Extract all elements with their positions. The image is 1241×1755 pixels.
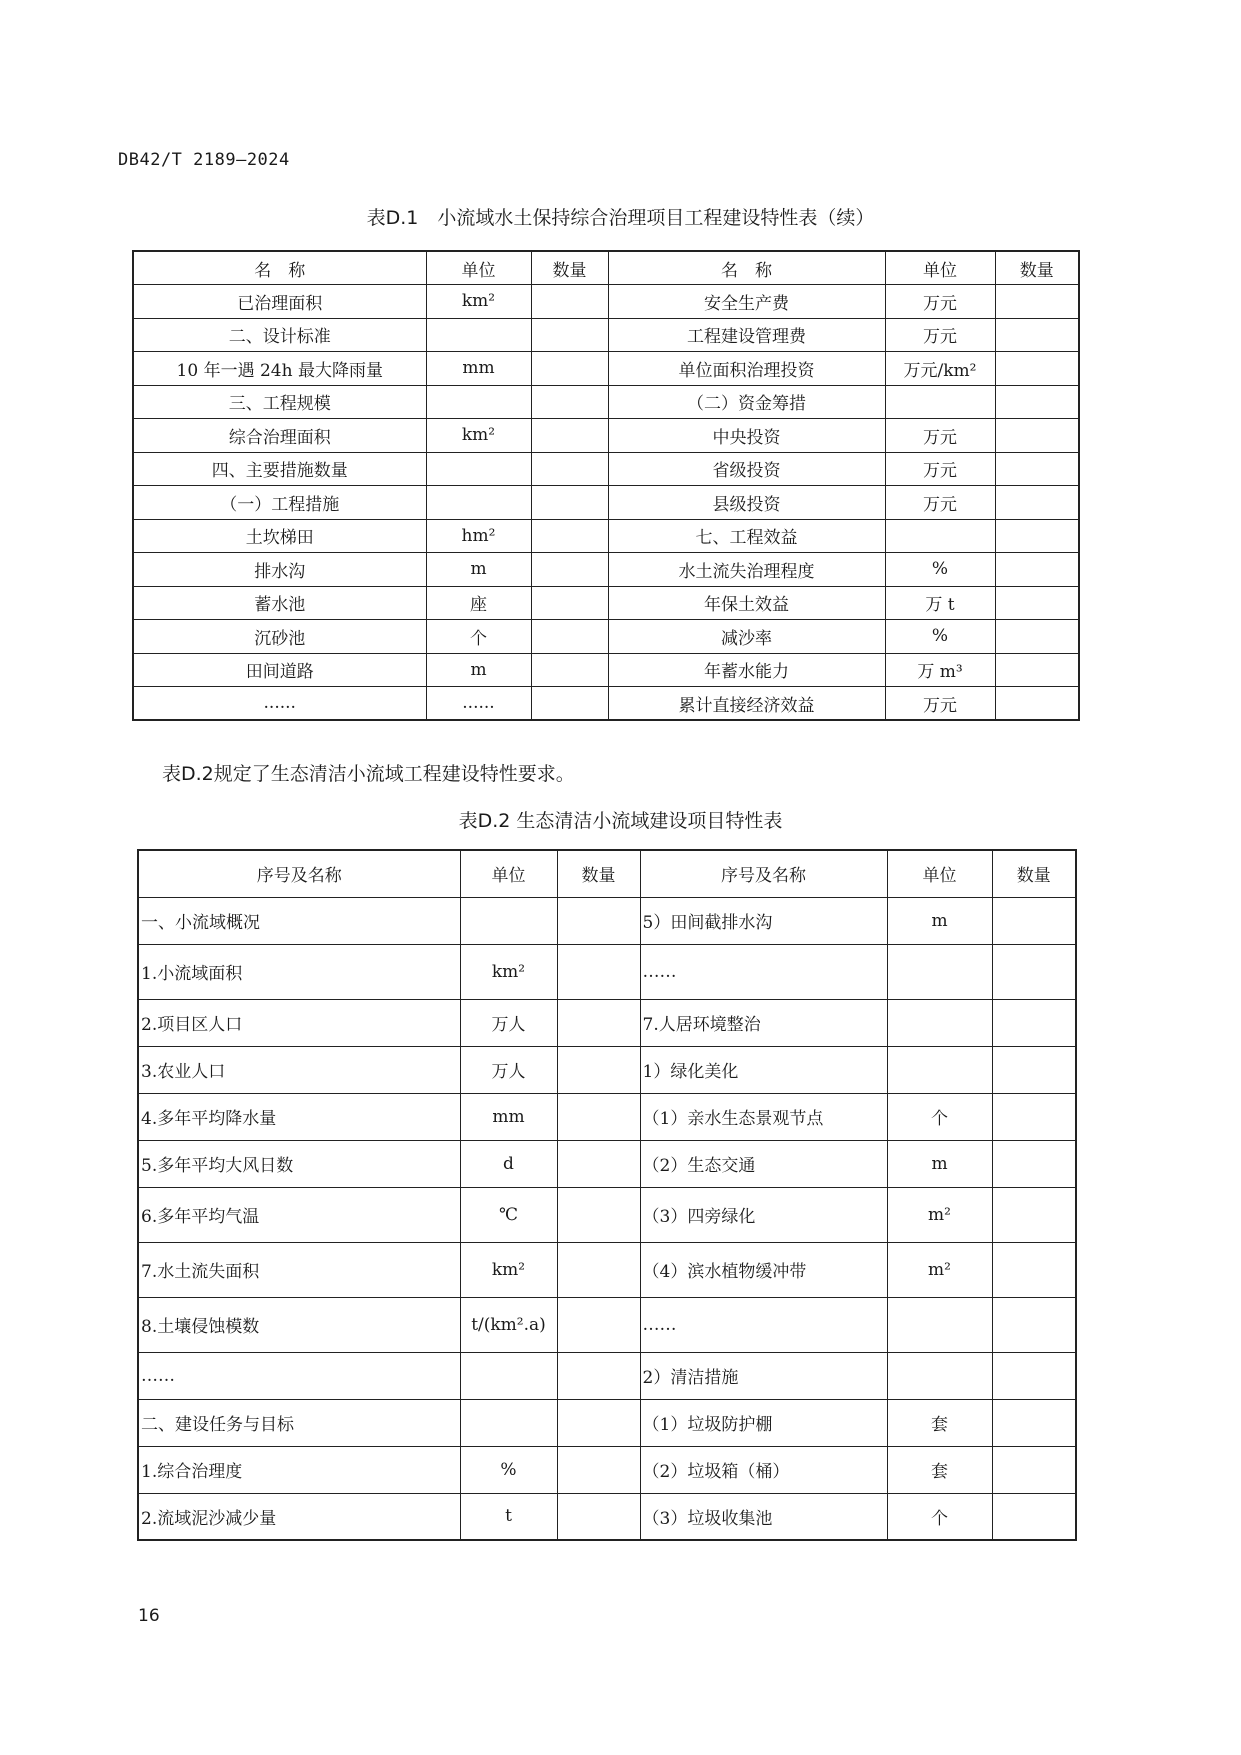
cell-unit-left: 个: [426, 620, 531, 654]
cell-qty-left: [531, 419, 608, 453]
cell-name-right: （2）垃圾箱（桶）: [640, 1446, 887, 1493]
header-unit-left: 单位: [426, 251, 531, 285]
cell-qty-left: [557, 1352, 640, 1399]
cell-qty-right: [992, 1352, 1076, 1399]
table-row: [138, 1187, 1076, 1242]
table-header-row: [138, 850, 1076, 897]
cell-qty-left: [557, 999, 640, 1046]
cell-qty-left: [557, 1187, 640, 1242]
cell-unit-right: 万 m³: [885, 653, 995, 687]
cell-qty-left: [531, 318, 608, 352]
table-row: [138, 1242, 1076, 1297]
header-unit-left: 单位: [460, 850, 557, 897]
cell-unit-left: t: [460, 1493, 557, 1540]
cell-name-left: 10 年一遇 24h 最大降雨量: [133, 352, 426, 386]
table-d1-body: [133, 285, 1079, 721]
cell-qty-left: [531, 519, 608, 553]
cell-qty-left: [531, 586, 608, 620]
cell-qty-left: [557, 1399, 640, 1446]
cell-name-right: 七、工程效益: [608, 519, 885, 553]
cell-qty-right: [992, 1046, 1076, 1093]
cell-unit-right: m²: [887, 1242, 992, 1297]
cell-name-left: 1.综合治理度: [138, 1446, 460, 1493]
header-name-left: 序号及名称: [138, 850, 460, 897]
header-unit-right: 单位: [887, 850, 992, 897]
cell-qty-right: [992, 1140, 1076, 1187]
cell-name-left: 综合治理面积: [133, 419, 426, 453]
table-row: [133, 553, 1079, 587]
cell-name-right: 中央投资: [608, 419, 885, 453]
cell-name-right: 安全生产费: [608, 285, 885, 319]
cell-qty-right: [995, 452, 1079, 486]
cell-name-left: 7.水土流失面积: [138, 1242, 460, 1297]
cell-name-left: 8.土壤侵蚀模数: [138, 1297, 460, 1352]
cell-name-left: 4.多年平均降水量: [138, 1093, 460, 1140]
cell-unit-right: [887, 999, 992, 1046]
cell-qty-left: [557, 1446, 640, 1493]
table-row: [133, 352, 1079, 386]
cell-name-left: 3.农业人口: [138, 1046, 460, 1093]
table-row: [138, 944, 1076, 999]
cell-qty-right: [995, 318, 1079, 352]
cell-qty-right: [995, 620, 1079, 654]
cell-qty-left: [557, 1046, 640, 1093]
cell-qty-right: [995, 519, 1079, 553]
table-row: [133, 620, 1079, 654]
table-d1: [132, 250, 1080, 721]
cell-qty-left: [531, 486, 608, 520]
table-row: [133, 486, 1079, 520]
cell-name-left: 二、建设任务与目标: [138, 1399, 460, 1446]
cell-name-right: 年蓄水能力: [608, 653, 885, 687]
table-row: [133, 653, 1079, 687]
cell-qty-left: [557, 1242, 640, 1297]
cell-unit-right: [887, 1046, 992, 1093]
cell-unit-left: %: [460, 1446, 557, 1493]
cell-unit-left: [426, 385, 531, 419]
cell-unit-right: 套: [887, 1446, 992, 1493]
cell-name-right: 年保土效益: [608, 586, 885, 620]
table-row: [133, 285, 1079, 319]
table-row: [133, 385, 1079, 419]
table-row: [138, 999, 1076, 1046]
cell-name-left: 田间道路: [133, 653, 426, 687]
cell-qty-right: [995, 285, 1079, 319]
cell-unit-left: [460, 897, 557, 944]
cell-name-right: 省级投资: [608, 452, 885, 486]
cell-unit-right: 万元: [885, 419, 995, 453]
cell-name-right: 5）田间截排水沟: [640, 897, 887, 944]
cell-name-left: 6.多年平均气温: [138, 1187, 460, 1242]
cell-qty-right: [995, 586, 1079, 620]
cell-unit-right: [887, 944, 992, 999]
cell-qty-right: [995, 653, 1079, 687]
cell-unit-left: 万人: [460, 1046, 557, 1093]
table-row: [133, 318, 1079, 352]
cell-unit-left: mm: [426, 352, 531, 386]
cell-qty-left: [531, 285, 608, 319]
cell-name-left: 排水沟: [133, 553, 426, 587]
cell-qty-right: [992, 944, 1076, 999]
header-qty-left: 数量: [531, 251, 608, 285]
header-qty-left: 数量: [557, 850, 640, 897]
table-row: [138, 1493, 1076, 1540]
cell-name-left: 四、主要措施数量: [133, 452, 426, 486]
cell-unit-left: [460, 1352, 557, 1399]
cell-unit-left: m: [426, 553, 531, 587]
cell-unit-right: m²: [887, 1187, 992, 1242]
cell-unit-right: 万元: [885, 285, 995, 319]
cell-name-right: （1）垃圾防护棚: [640, 1399, 887, 1446]
cell-unit-left: t/(km².a): [460, 1297, 557, 1352]
table-header-row: [133, 251, 1079, 285]
cell-qty-left: [531, 687, 608, 721]
table-d1-caption: 表D.1 小流域水土保持综合治理项目工程建设特性表（续）: [366, 207, 875, 229]
cell-qty-left: [531, 352, 608, 386]
cell-name-right: （3）四旁绿化: [640, 1187, 887, 1242]
cell-qty-right: [992, 1187, 1076, 1242]
table-row: [133, 452, 1079, 486]
cell-name-right: （3）垃圾收集池: [640, 1493, 887, 1540]
cell-name-right: （二）资金筹措: [608, 385, 885, 419]
cell-unit-right: [887, 1352, 992, 1399]
cell-name-right: 7.人居环境整治: [640, 999, 887, 1046]
cell-qty-left: [557, 1093, 640, 1140]
cell-unit-left: ......: [426, 687, 531, 721]
cell-name-left: 土坎梯田: [133, 519, 426, 553]
cell-unit-left: m: [426, 653, 531, 687]
cell-unit-left: [426, 452, 531, 486]
cell-unit-right: m: [887, 1140, 992, 1187]
cell-unit-left: [426, 318, 531, 352]
cell-qty-right: [992, 1399, 1076, 1446]
cell-name-right: 累计直接经济效益: [608, 687, 885, 721]
cell-unit-right: 万元/km²: [885, 352, 995, 386]
cell-unit-right: 个: [887, 1093, 992, 1140]
cell-name-right: 单位面积治理投资: [608, 352, 885, 386]
cell-qty-right: [995, 687, 1079, 721]
cell-unit-left: 万人: [460, 999, 557, 1046]
cell-qty-right: [992, 1446, 1076, 1493]
cell-name-left: 沉砂池: [133, 620, 426, 654]
header-name-right: 序号及名称: [640, 850, 887, 897]
cell-name-left: 二、设计标准: [133, 318, 426, 352]
cell-unit-left: hm²: [426, 519, 531, 553]
cell-unit-right: 万元: [885, 318, 995, 352]
cell-qty-left: [557, 1493, 640, 1540]
cell-unit-left: mm: [460, 1093, 557, 1140]
cell-unit-right: 套: [887, 1399, 992, 1446]
table-row: [138, 1140, 1076, 1187]
cell-unit-right: [887, 1297, 992, 1352]
cell-qty-left: [557, 944, 640, 999]
cell-unit-left: d: [460, 1140, 557, 1187]
cell-qty-left: [531, 385, 608, 419]
cell-unit-right: [885, 519, 995, 553]
cell-name-left: 一、小流域概况: [138, 897, 460, 944]
cell-name-left: 三、工程规模: [133, 385, 426, 419]
cell-qty-right: [992, 1093, 1076, 1140]
cell-unit-left: [460, 1399, 557, 1446]
header-unit-right: 单位: [885, 251, 995, 285]
cell-name-right: 工程建设管理费: [608, 318, 885, 352]
cell-name-right: 县级投资: [608, 486, 885, 520]
cell-unit-left: ℃: [460, 1187, 557, 1242]
table-row: [138, 1399, 1076, 1446]
header-qty-right: 数量: [995, 251, 1079, 285]
table-row: [138, 1352, 1076, 1399]
cell-name-left: 已治理面积: [133, 285, 426, 319]
cell-qty-left: [557, 1140, 640, 1187]
cell-name-right: 水土流失治理程度: [608, 553, 885, 587]
cell-name-left: 2.项目区人口: [138, 999, 460, 1046]
cell-unit-right: 万元: [885, 687, 995, 721]
cell-name-left: 蓄水池: [133, 586, 426, 620]
cell-unit-left: 座: [426, 586, 531, 620]
cell-qty-right: [995, 385, 1079, 419]
cell-unit-right: 个: [887, 1493, 992, 1540]
cell-unit-right: %: [885, 620, 995, 654]
table-row: [133, 419, 1079, 453]
cell-qty-left: [557, 1297, 640, 1352]
cell-unit-right: 万元: [885, 486, 995, 520]
cell-qty-left: [557, 897, 640, 944]
document-code: DB42/T 2189—2024: [118, 150, 290, 170]
table-row: [133, 519, 1079, 553]
cell-unit-left: km²: [426, 285, 531, 319]
cell-name-right: ……: [640, 944, 887, 999]
cell-name-left: 5.多年平均大风日数: [138, 1140, 460, 1187]
cell-unit-left: km²: [426, 419, 531, 453]
cell-qty-right: [995, 352, 1079, 386]
table-d2: [137, 849, 1077, 1541]
cell-name-left: 1.小流域面积: [138, 944, 460, 999]
cell-name-left: （一）工程措施: [133, 486, 426, 520]
table-row: [138, 1446, 1076, 1493]
cell-unit-left: [426, 486, 531, 520]
cell-qty-right: [995, 486, 1079, 520]
cell-qty-left: [531, 452, 608, 486]
cell-name-right: （4）滨水植物缓冲带: [640, 1242, 887, 1297]
table-row: [138, 1046, 1076, 1093]
body-paragraph: 表D.2规定了生态清洁小流域工程建设特性要求。: [162, 763, 575, 785]
page-number: 16: [138, 1606, 160, 1626]
cell-qty-right: [995, 553, 1079, 587]
cell-name-right: 2）清洁措施: [640, 1352, 887, 1399]
cell-name-right: ……: [640, 1297, 887, 1352]
cell-qty-right: [992, 897, 1076, 944]
cell-qty-left: [531, 553, 608, 587]
cell-unit-right: [885, 385, 995, 419]
cell-unit-right: m: [887, 897, 992, 944]
table-row: [138, 1093, 1076, 1140]
cell-qty-right: [992, 999, 1076, 1046]
table-row: [138, 1297, 1076, 1352]
cell-qty-right: [992, 1493, 1076, 1540]
cell-qty-left: [531, 653, 608, 687]
header-name-left: 名 称: [133, 251, 426, 285]
table-row: [138, 897, 1076, 944]
table-d2-caption: 表D.2 生态清洁小流域建设项目特性表: [458, 810, 783, 832]
cell-name-right: 减沙率: [608, 620, 885, 654]
cell-qty-right: [992, 1242, 1076, 1297]
cell-name-left: ......: [133, 687, 426, 721]
cell-qty-right: [995, 419, 1079, 453]
cell-unit-right: 万元: [885, 452, 995, 486]
cell-name-right: （1）亲水生态景观节点: [640, 1093, 887, 1140]
cell-qty-left: [531, 620, 608, 654]
header-qty-right: 数量: [992, 850, 1076, 897]
cell-unit-left: km²: [460, 944, 557, 999]
table-d2-body: [138, 897, 1076, 1540]
cell-name-left: ……: [138, 1352, 460, 1399]
cell-name-right: （2）生态交通: [640, 1140, 887, 1187]
table-row: [133, 687, 1079, 721]
cell-name-right: 1）绿化美化: [640, 1046, 887, 1093]
cell-qty-right: [992, 1297, 1076, 1352]
table-row: [133, 586, 1079, 620]
cell-unit-left: km²: [460, 1242, 557, 1297]
header-name-right: 名 称: [608, 251, 885, 285]
cell-unit-right: 万 t: [885, 586, 995, 620]
cell-unit-right: %: [885, 553, 995, 587]
cell-name-left: 2.流域泥沙减少量: [138, 1493, 460, 1540]
